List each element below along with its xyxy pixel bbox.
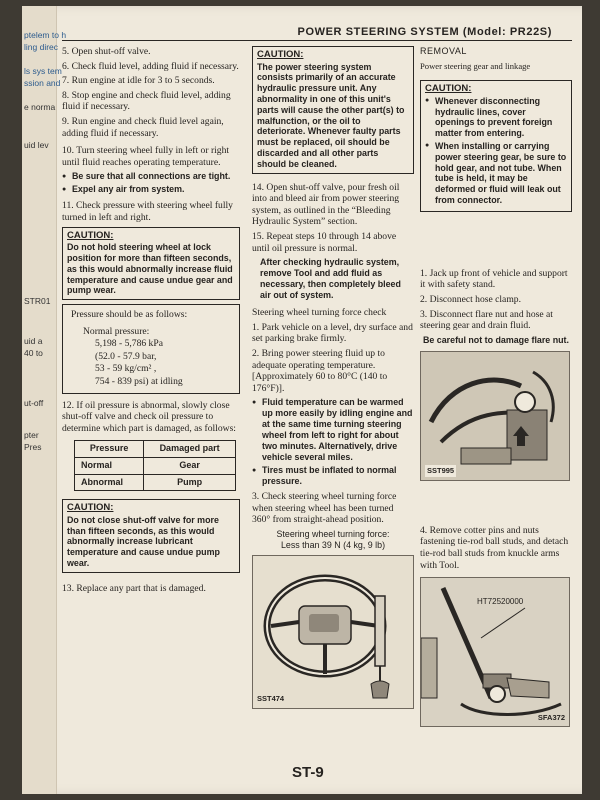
caution-title: CAUTION: [67, 502, 114, 514]
pressure-table [74, 440, 236, 491]
table-row [75, 458, 236, 475]
table-header: Pressure [75, 441, 144, 458]
figure-label: SST995 [427, 466, 455, 476]
pressure-value: 5,198 - 5,786 kPa [95, 338, 163, 350]
flare-nut-note: Be careful not to damage flare nut. [423, 334, 569, 345]
step-12: 12. If oil pressure is abnormal, slowly close shut-off valve and check oil pressure to determine which part is damaged, as follows: [62, 399, 236, 434]
bullet-tire-pressure: ● Tires must be inflated to normal pressure. [252, 465, 414, 487]
pressure-intro: Pressure should be as follows: [71, 309, 188, 321]
force-label: Steering wheel turning force: [276, 529, 390, 540]
figure-flare-nut [420, 351, 570, 481]
removal-step-4: 4. Remove cotter pins and nuts fastening tie-rod ball studs, and detach tie-rod ball studs from knuckle arms with Tool. [420, 524, 569, 571]
table-cell: Gear [144, 458, 236, 475]
edge-text: Pres [24, 442, 42, 452]
column-left [62, 46, 240, 597]
caution-body: The power steering system consists primarily of an accurate hydraulic pressure unit. Any abnormality in one of this unit's parts will cause the other part(s) to malfunction, or the oil to deteriorate. Whenever faulty parts must be replaced, oil should be discarded and all other parts should be cleaned. [257, 61, 405, 169]
column-right [420, 46, 572, 727]
caution-bullet-hold-gear: ● When installing or carrying power steering gear, be sure to hold gear, and not tube. When tube is held, it may be deformed or fluid will leak out from connector. [425, 141, 567, 206]
bullet-warm-fluid: ● Fluid temperature can be warmed up more easily by idling engine and at the same time turning steering wheel from left to right for about two minutes. Alternatively, drive vehicle several miles. [252, 397, 414, 463]
pressure-value: (52.0 - 57.9 bar, [95, 350, 157, 362]
faded-bleedthrough-gap [420, 216, 572, 268]
step-15: 15. Repeat steps 10 through 14 above until oil pressure is normal. [252, 230, 397, 254]
removal-step-2: 2. Disconnect hose clamp. [420, 293, 521, 305]
bleed-note: After checking hydraulic system, remove Tool and add fluid as necessary, then completely bleed air out of system. [260, 257, 401, 301]
steering-wheel-illustration [253, 556, 413, 708]
edge-text: ssion and [24, 78, 61, 88]
table-cell: Pump [144, 474, 236, 491]
page-header [22, 24, 582, 44]
caution-box-shutoff-valve [62, 499, 240, 573]
force-step-2: 2. Bring power steering fluid up to adequate operating temperature. [Approximately 60 to 80°C (140 to 176°F)]. [252, 347, 388, 394]
caution-title: CAUTION: [257, 49, 304, 60]
section-removal: REMOVAL [420, 46, 467, 56]
pressure-label: Normal pressure: [83, 325, 150, 337]
table-header: Damaged part [144, 441, 236, 458]
figure-tie-rod-tool [420, 577, 570, 727]
figure-label: SST474 [257, 694, 285, 704]
force-value: Less than 39 N (4 kg, 9 lb) [280, 540, 386, 551]
section-title-turning-force: Steering wheel turning force check [252, 307, 387, 319]
edge-text: e norma [24, 102, 56, 112]
step-11: 11. Check pressure with steering wheel fully turned in left and right. [62, 200, 233, 223]
removal-step-1: 1. Jack up front of vehicle and support it with safety stand. [420, 267, 568, 291]
edge-text: ut-off [24, 398, 44, 408]
caution-title: CAUTION: [425, 83, 472, 95]
pressure-value: 53 - 59 kg/cm² , [95, 363, 157, 375]
edge-text: ptelem to h [24, 30, 67, 40]
edge-text: 40 to [24, 348, 43, 358]
caution-body: Do not close shut-off valve for more than fifteen seconds, as this would abnormally increase lubricant temperature and cause undue pump wear. [67, 514, 220, 569]
header-rule [62, 40, 572, 41]
figure-label: SFA372 [537, 712, 565, 722]
manual-page [22, 6, 582, 794]
pressure-spec-box [62, 304, 240, 394]
caution-box-lock-position [62, 227, 240, 301]
step-14: 14. Open shut-off valve, pour fresh oil into and bleed air from power steering system, as outlined in the “Bleeding Hydraulic System” section. [252, 181, 400, 228]
page-title: POWER STEERING SYSTEM (Model: PR22S) [294, 26, 556, 38]
step-5: 5. Open shut-off valve. [62, 46, 151, 57]
step-8: 8. Stop engine and check fluid level, adding fluid if necessary. [62, 89, 231, 113]
figure-steering-wheel-gauge [252, 555, 414, 709]
edge-text: ls sys tem [24, 66, 62, 76]
edge-text: pter [24, 430, 39, 440]
flare-nut-illustration [421, 352, 569, 480]
table-cell: Abnormal [75, 474, 144, 491]
force-step-1: 1. Park vehicle on a level, dry surface and set parking brake firmly. [252, 321, 413, 345]
step-9: 9. Run engine and check fluid level again, adding fluid if necessary. [62, 115, 224, 139]
table-row [75, 474, 236, 491]
step-13: 13. Replace any part that is damaged. [62, 582, 206, 594]
caution-box-removal [420, 80, 572, 212]
column-middle [252, 46, 414, 709]
edge-text: uid a [24, 336, 43, 346]
bullet-connections: ● Be sure that all connections are tight. [62, 171, 240, 182]
faded-bleedthrough-gap [420, 481, 572, 525]
caution-bullet-openings: ● Whenever disconnecting hydraulic lines, cover openings to prevent foreign matter from entering. [425, 96, 567, 139]
page-number: ST-9 [292, 764, 324, 781]
edge-text: uid lev [24, 140, 49, 150]
bullet-expel-air: ● Expel any air from system. [62, 184, 240, 195]
step-7: 7. Run engine at idle for 3 to 5 seconds. [62, 75, 215, 87]
caution-box-hydraulic-unit [252, 46, 414, 174]
step-6: 6. Check fluid level, adding fluid if necessary. [62, 60, 239, 72]
caution-title: CAUTION: [67, 229, 114, 241]
removal-step-3: 3. Disconnect flare nut and hose at steering gear and drain fluid. [420, 308, 553, 332]
adjacent-page-edge [22, 6, 67, 794]
table-header-row [75, 441, 236, 458]
force-step-3: 3. Check steering wheel turning force when steering wheel has been turned 360° from straight-ahead position. [252, 491, 397, 526]
step-10: 10. Turn steering wheel fully in left or right until fluid reaches operating temperature. [62, 145, 230, 168]
edge-text: ling direc [24, 42, 59, 52]
tool-label: HT72520000 [477, 597, 524, 607]
edge-text: STR01 [24, 296, 51, 306]
caution-body: Do not hold steering wheel at lock position for more than fifteen seconds, as this would abnormally increase fluid temperature and cause undue gear and pump wear. [67, 242, 233, 296]
pressure-value: 754 - 839 psi) at idling [95, 376, 183, 388]
table-cell: Normal [75, 458, 144, 475]
removal-subtitle: Power steering gear and linkage [420, 60, 531, 71]
